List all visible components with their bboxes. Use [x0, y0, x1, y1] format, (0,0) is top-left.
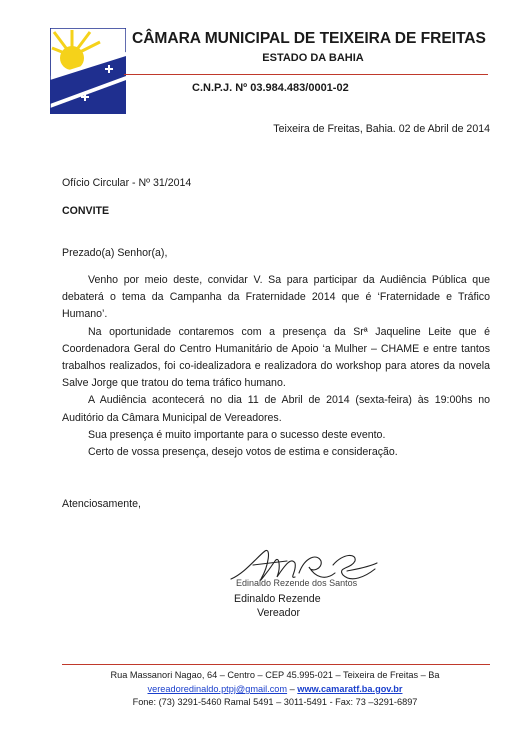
header-rule: [124, 74, 488, 75]
body-paragraph: Venho por meio deste, convidar V. Sa para participar da Audiência Pública que debaterá o tema da Campanha da Fraternidade 2014 que é ‘Fraternidade e Tráfico Humano’.: [62, 274, 490, 321]
footer-address: Rua Massanori Nagao, 64 – Centro – CEP 45.995-021 – Teixeira de Freitas – Ba: [110, 670, 440, 680]
body-paragraph: A Audiência acontecerá no dia 11 de Abril de 2014 (sexta-feira) às 19:00hs no Auditório da Câmara Municipal de Vereadores.: [62, 394, 490, 424]
letter-body: [62, 272, 490, 461]
municipal-flag-logo: [50, 28, 126, 114]
email-link[interactable]: vereadoredinaldo.ptpj@gmail.com: [147, 684, 288, 694]
body-paragraph: Sua presença é muito importante para o sucesso deste evento.: [88, 428, 386, 441]
state-subtitle: ESTADO DA BAHIA: [262, 52, 364, 64]
institution-title: CÂMARA MUNICIPAL DE TEIXEIRA DE FREITAS: [132, 30, 486, 47]
footer-separator: –: [287, 684, 298, 694]
cnpj-line: C.N.P.J. Nº 03.984.483/0001-02: [192, 82, 349, 94]
salutation: Prezado(a) Senhor(a),: [62, 247, 168, 259]
website-link[interactable]: www.camaratf.ba.gov.br: [297, 684, 403, 694]
signer-name: Edinaldo Rezende: [234, 593, 321, 605]
body-paragraph: Na oportunidade contaremos com a presença da Srª Jaqueline Leite que é Coordenadora Geral do Centro Humanitário de Apoio ‘a Mulher – CHAME e entre tantos trabalhos realizados, foi co-idealizadora e realizadora do workshop para atores da novela Salve Jorge que tratou do tema tráfico humano.: [62, 325, 490, 390]
date-line: Teixeira de Freitas, Bahia. 02 de Abril de 2014: [273, 123, 490, 135]
footer-contact: [60, 684, 490, 694]
closing: Atenciosamente,: [62, 498, 141, 510]
body-paragraph: Certo de vossa presença, desejo votos de estima e consideração.: [88, 446, 398, 459]
signature-printed-name: Edinaldo Rezende dos Santos: [236, 578, 358, 588]
footer-rule: [62, 664, 490, 665]
letter-reference: Ofício Circular - Nº 31/2014: [62, 177, 192, 189]
letter-subject: CONVITE: [62, 205, 110, 217]
footer-phones: Fone: (73) 3291-5460 Ramal 5491 – 3011-5491 - Fax: 73 –3291-6897: [132, 697, 418, 707]
signer-role: Vereador: [257, 607, 300, 619]
